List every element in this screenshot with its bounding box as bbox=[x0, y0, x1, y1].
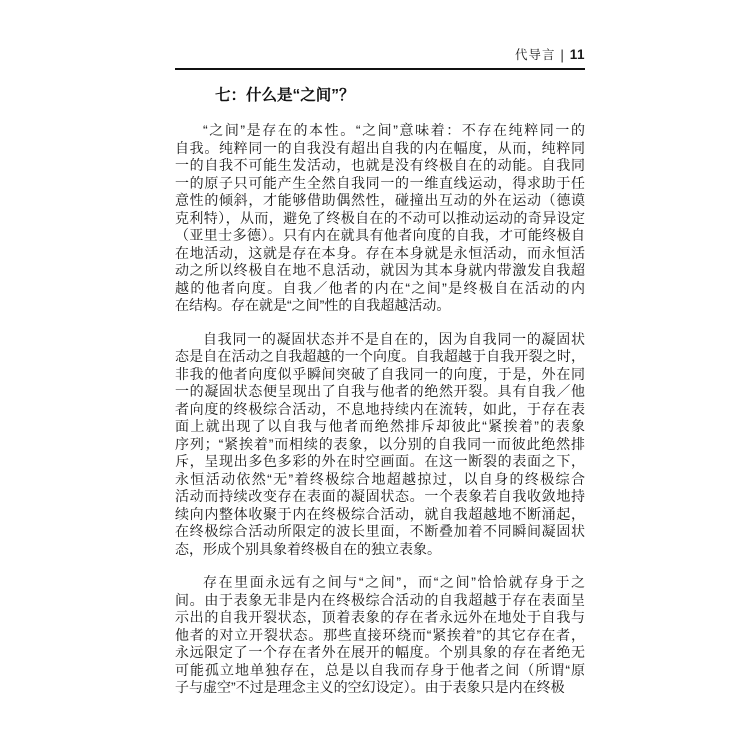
text-line: 在结构。存在就是“之间”性的自我超越活动。 bbox=[175, 297, 451, 313]
text-line: 斥，呈现出多色多彩的外在时空画面。在这一断裂的表面之下， bbox=[175, 453, 585, 469]
text-line: 子与虚空”不过是理念主义的空幻设定）。由于表象只是内在终极 bbox=[175, 679, 565, 695]
text-line: 间。由于表象无非是内在终极综合活动的自我超越于存在表面呈 bbox=[175, 591, 585, 608]
paragraph bbox=[175, 574, 585, 697]
text-line: 永远限定了一个存在者外在展开的幅度。个别具象的存在者绝无 bbox=[175, 644, 585, 660]
text-line: 意性的倾斜，才能够借助偶然性，碰撞出互动的外在运动（德谟 bbox=[175, 192, 585, 208]
text-line: 非我的他者向度似乎瞬间突破了自我同一的向度，于是，外在同 bbox=[175, 365, 585, 382]
paragraph bbox=[175, 331, 585, 559]
text-line: 序列；“紧挨着”而相续的表象，以分别的自我同一而彼此绝然排 bbox=[175, 435, 585, 452]
text-line: 克利特），从而，避免了终极自在的不动可以推动运动的奇异设定 bbox=[175, 209, 585, 226]
text-line: 态，形成个别具象着终极自在的独立表象。 bbox=[175, 540, 441, 557]
page-number: 11 bbox=[569, 47, 585, 62]
header-divider: | bbox=[560, 47, 565, 63]
book-page bbox=[175, 0, 585, 750]
text-line: 一的原子只可能产生全然自我同一的一维直线运动，得求助于任 bbox=[175, 174, 585, 191]
text-line: 面上就出现了以自我与他者而绝然排斥却彼此“紧挨着”的表象 bbox=[175, 418, 585, 434]
text-line: 态是自在活动之自我超越的一个向度。自我超越于自我开裂之时， bbox=[175, 348, 585, 364]
text-line: 自我同一的凝固状态并不是自在的，因为自我同一的凝固状 bbox=[203, 330, 585, 347]
text-line: 他者的对立开裂状态。那些直接环绕而“紧挨着”的其它存在者， bbox=[175, 626, 585, 643]
header-rule bbox=[175, 68, 585, 70]
text-line: 在终极综合活动所限定的波长里面，不断叠加着不同瞬间凝固状 bbox=[175, 523, 585, 539]
text-line: 示出的自我开裂状态，顶着表象的存在者永远外在地处于自我与 bbox=[175, 609, 585, 625]
text-line: “之间”是存在的本性。“之间”意味着：不存在纯粹同一的 bbox=[203, 122, 585, 138]
section-title: 七：什么是“之间”？ bbox=[215, 87, 355, 104]
paragraph bbox=[175, 122, 585, 315]
running-head bbox=[515, 48, 585, 62]
text-line: 永恒活动依然“无”着终极综合地超越掠过，以自身的终极综合 bbox=[175, 470, 585, 487]
text-line: 可能孤立地单独存在，总是以自我而存身于他者之间（所谓“原 bbox=[175, 661, 585, 678]
text-line: 动之所以终极自在地不息活动，就因为其本身就内带激发自我超 bbox=[175, 262, 585, 278]
text-line: 存在里面永远有之间与“之间”，而“之间”恰恰就存身于之 bbox=[203, 574, 585, 590]
text-line: 续向内整体收聚于内在终极综合活动，就自我超越地不断涌起， bbox=[175, 505, 585, 522]
paragraphs-container bbox=[175, 122, 585, 697]
text-line: （亚里士多德）。只有内在就具有他者向度的自我，才可能终极自 bbox=[175, 227, 585, 243]
text-line: 一的自我不可能生发活动，也就是没有终极自在的动能。自我同 bbox=[175, 157, 585, 173]
text-line: 自我。纯粹同一的自我没有超出自我的内在幅度，从而，纯粹同 bbox=[175, 139, 585, 156]
text-line: 活动而持续改变存在表面的凝固状态。一个表象若自我收敛地持 bbox=[175, 488, 585, 504]
text-line: 者向度的终极综合活动，不息地持续内在流转，如此，于存在表 bbox=[175, 400, 585, 417]
text-line: 越的他者向度。自我／他者的内在“之间”是终极自在活动的内 bbox=[175, 279, 585, 296]
text-line: 在地活动，这就是存在本身。存在本身就是永恒活动，而永恒活 bbox=[175, 244, 585, 261]
running-head-title: 代导言 bbox=[514, 48, 556, 62]
page-header bbox=[175, 0, 585, 62]
text-line: 一的凝固状态便呈现出了自我与他者的绝然开裂。具有自我／他 bbox=[175, 383, 585, 399]
